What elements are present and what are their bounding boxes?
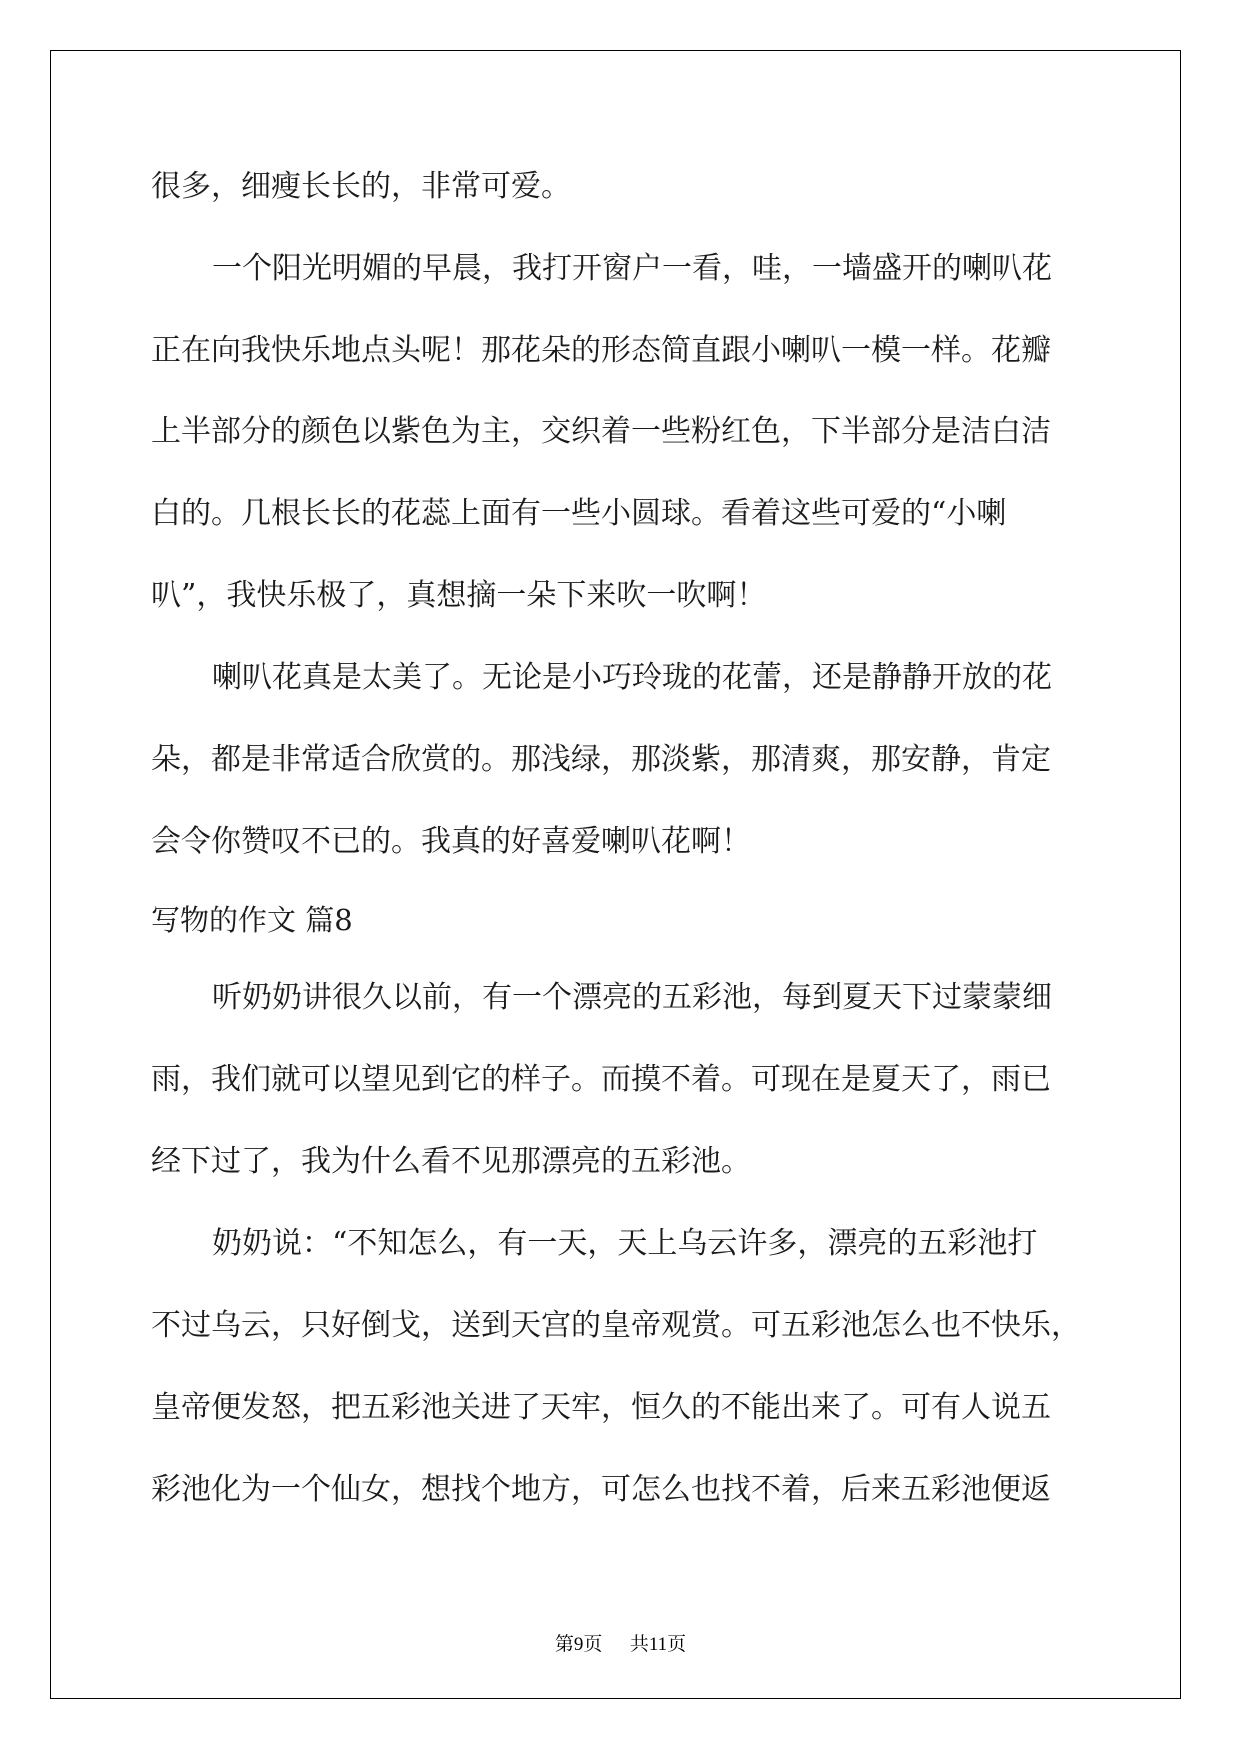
text-line: 喇叭花真是太美了。无论是小巧玲珑的花蕾，还是静静开放的花	[212, 660, 1052, 695]
text-line: 白的。几根长长的花蕊上面有一些小圆球。看着这些可爱的“小喇	[151, 496, 1007, 531]
section-heading: 写物的作文 篇8	[151, 903, 353, 937]
page-border	[50, 50, 1181, 1699]
text-line: 皇帝便发怒，把五彩池关进了天牢，恒久的不能出来了。可有人说五	[151, 1390, 1051, 1425]
text-line: 很多，细瘦长长的，非常可爱。	[151, 169, 571, 204]
text-line: 经下过了，我为什么看不见那漂亮的五彩池。	[151, 1144, 751, 1179]
total-pages: 共11页	[629, 1634, 687, 1655]
text-line: 上半部分的颜色以紫色为主，交织着一些粉红色，下半部分是洁白洁	[151, 414, 1051, 449]
text-line: 会令你赞叹不已的。我真的好喜爱喇叭花啊！	[151, 824, 751, 859]
page-number: 第9页	[554, 1634, 603, 1655]
text-line: 不过乌云，只好倒戈，送到天宫的皇帝观赏。可五彩池怎么也不快乐，	[151, 1308, 1081, 1343]
text-line: 彩池化为一个仙女，想找个地方，可怎么也找不着，后来五彩池便返	[151, 1472, 1051, 1507]
text-line: 雨，我们就可以望见到它的样子。而摸不着。可现在是夏天了，雨已	[151, 1062, 1051, 1097]
text-line: 朵，都是非常适合欣赏的。那浅绿，那淡紫，那清爽，那安静，肯定	[151, 742, 1051, 777]
text-line: 正在向我快乐地点头呢！那花朵的形态简直跟小喇叭一模一样。花瓣	[151, 333, 1051, 368]
text-line: 一个阳光明媚的早晨，我打开窗户一看，哇，一墙盛开的喇叭花	[212, 251, 1052, 286]
text-line: 叭”，我快乐极了，真想摘一朵下来吹一吹啊！	[151, 578, 767, 613]
text-line: 奶奶说：“不知怎么，有一天，天上乌云许多，漂亮的五彩池打	[212, 1226, 1038, 1261]
page-footer	[0, 1629, 1241, 1656]
text-line: 听奶奶讲很久以前，有一个漂亮的五彩池，每到夏天下过蒙蒙细	[212, 980, 1052, 1015]
